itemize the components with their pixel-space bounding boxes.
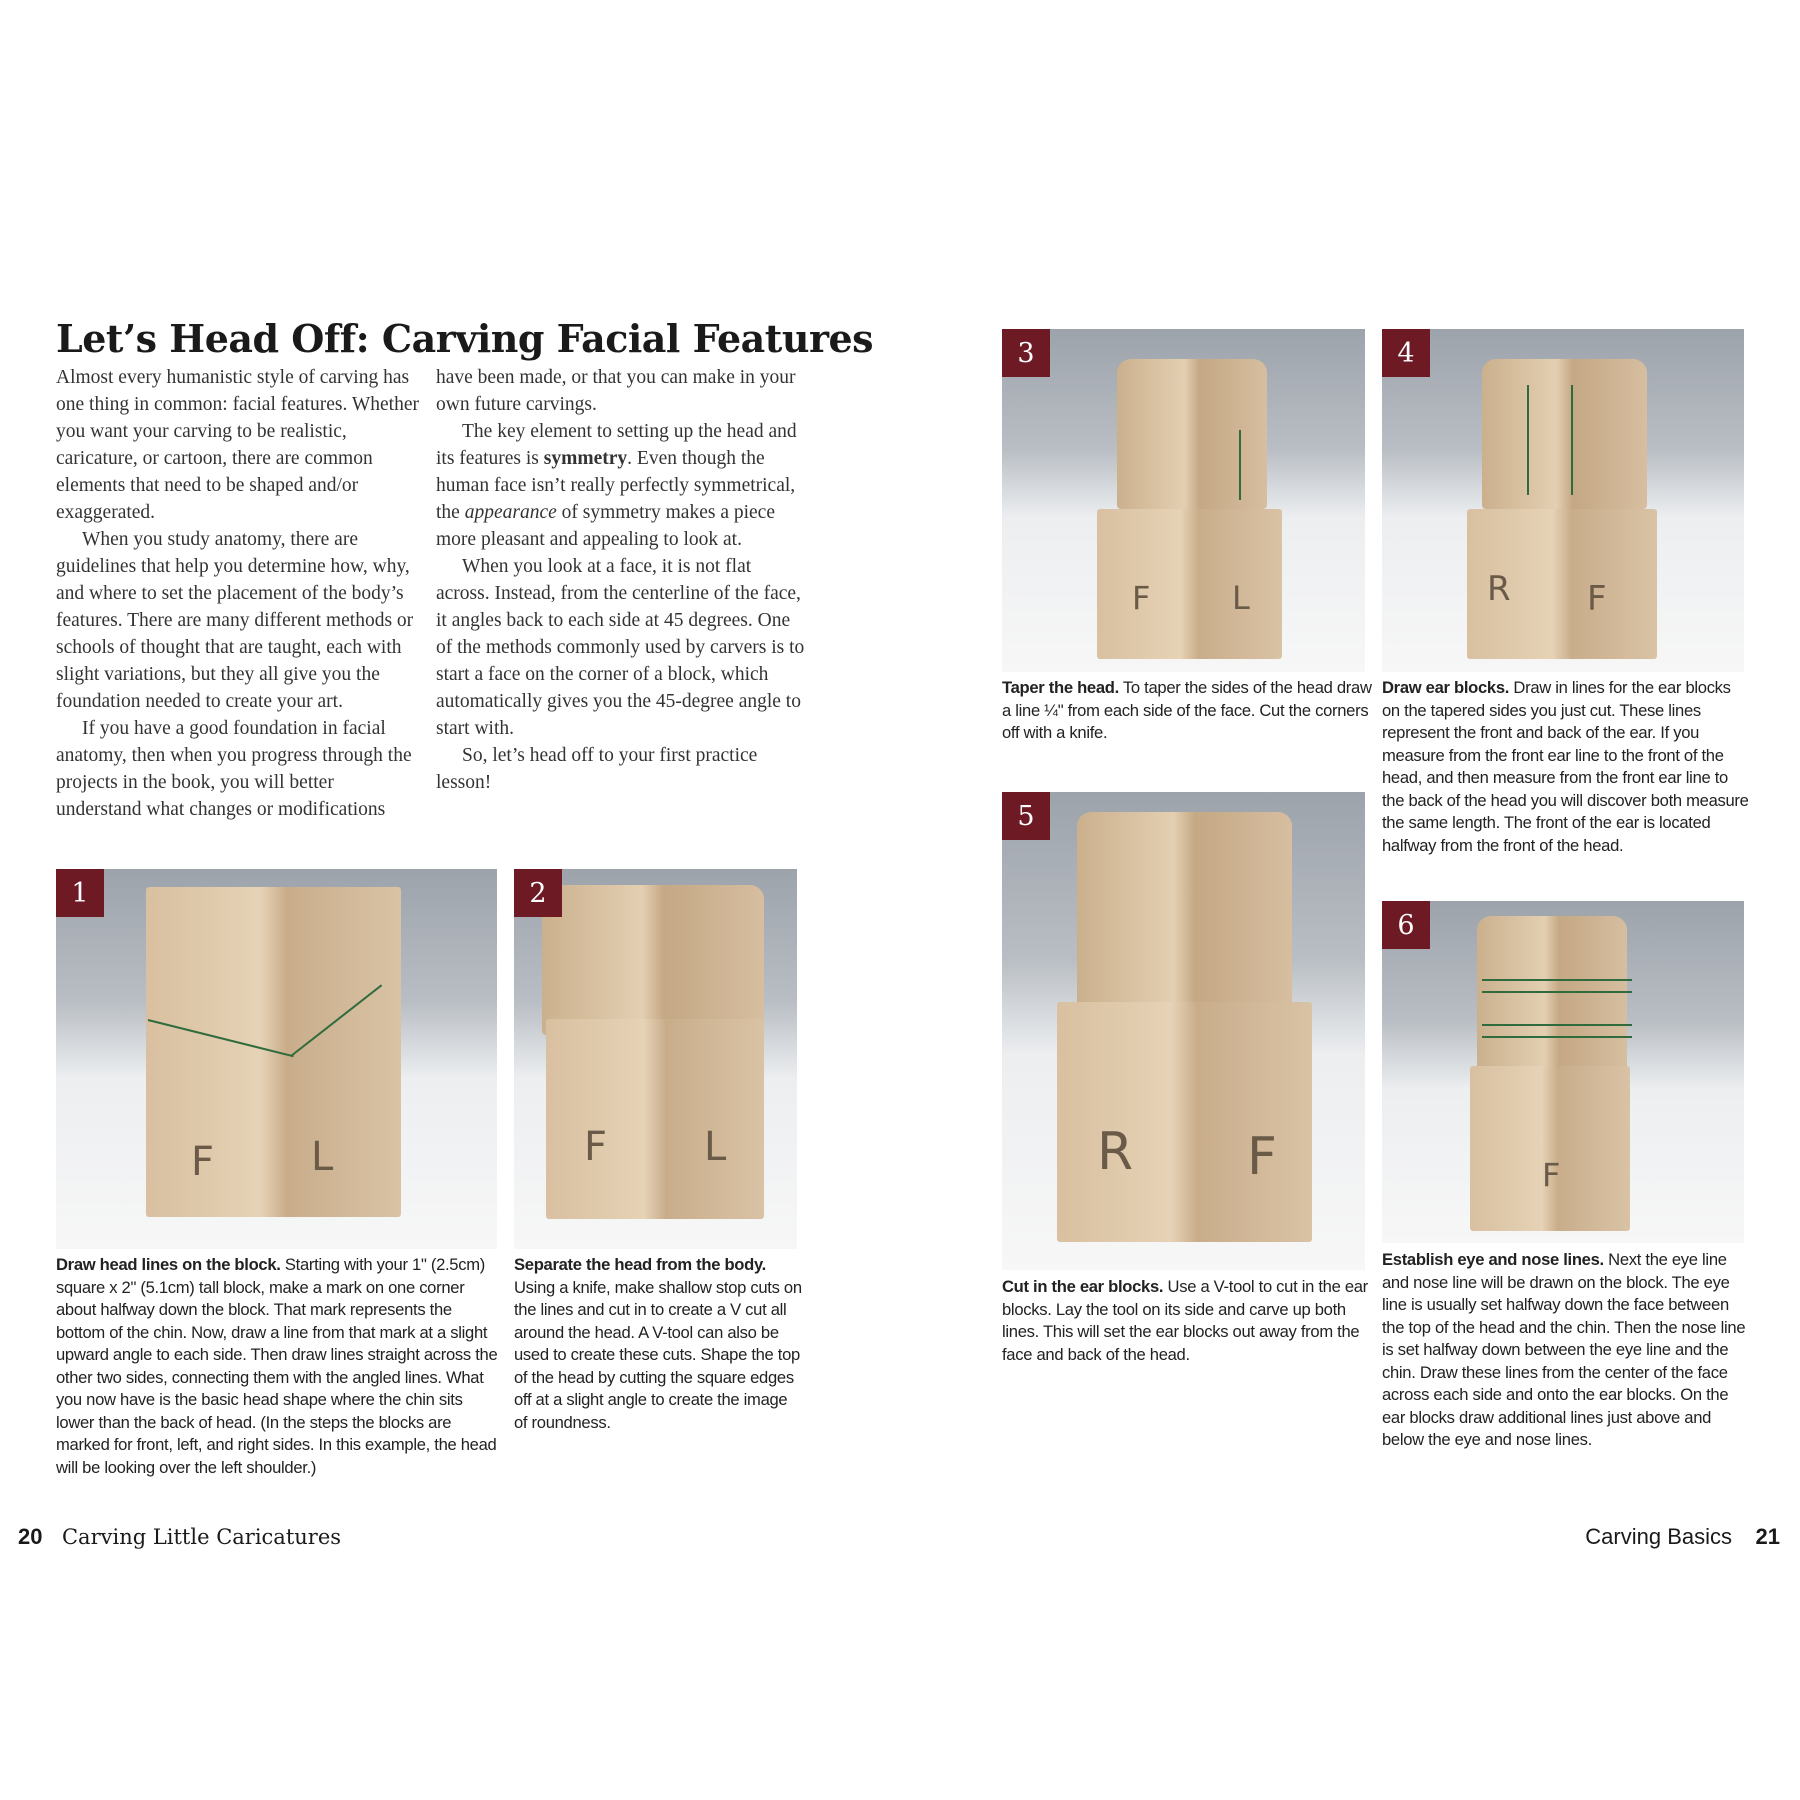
green-line (1527, 385, 1529, 495)
step-4-caption (1382, 677, 1752, 857)
step-3-caption (1002, 677, 1372, 745)
caption-heading: Establish eye and nose lines. (1382, 1250, 1604, 1269)
caption-heading: Taper the head. (1002, 678, 1119, 697)
chapter-title: Carving Basics (1585, 1524, 1733, 1549)
left-page-footer (18, 1524, 341, 1550)
green-line (1482, 979, 1632, 981)
block-mark: L (1232, 579, 1250, 617)
page-number: 20 (18, 1524, 43, 1549)
text: . Even though the human face isn’t really perfectly symmetrical, the (436, 448, 796, 523)
green-line (1482, 991, 1632, 993)
block-mark: L (704, 1124, 727, 1170)
step-4-photo (1382, 329, 1744, 672)
step-6-caption (1382, 1249, 1752, 1452)
caption-text: Use a V-tool to cut in the ear blocks. Lay the tool on its side and carve up both lines. This will set the ear blocks out away from the face and back of the head. (1002, 1277, 1368, 1364)
step-5-photo (1002, 792, 1365, 1270)
green-line (1239, 430, 1241, 500)
text: The key element to setting up the head and its features is (436, 421, 797, 469)
caption-text: To taper the sides of the head draw a line ¼" from each side of the face. Cut the corners off with a knife. (1002, 678, 1372, 742)
caption-text: Starting with your 1" (2.5cm) square x 2" (5.1cm) tall block, make a mark on one corner about halfway down the block. That mark represents the bottom of the chin. Now, draw a line from that mark at a slight upward angle to each side. Then draw lines straight across the other two sides, connecting them with the angled lines. What you now have is the basic head shape where the chin sits lower than the back of head. (In the steps the blocks are marked for front, left, and right sides. In this example, the head will be looking over the left shoulder.) (56, 1255, 498, 1477)
intro-paragraph: have been made, or that you can make in your own future carvings. (436, 367, 796, 415)
step-badge: 3 (1002, 329, 1050, 377)
green-line (1571, 385, 1573, 495)
step-badge: 1 (56, 869, 104, 917)
italic-term: appearance (464, 502, 557, 523)
step-6-photo (1382, 901, 1744, 1243)
text: of symmetry makes a piece more pleasant and appealing to look at. (436, 502, 775, 550)
step-badge: 2 (514, 869, 562, 917)
intro-paragraph: Almost every humanistic style of carving has one thing in common: facial features. Whether you want your carving to be realistic, caricature, or cartoon, there are common elements that need to be shaped and/or exaggerated. (56, 367, 419, 523)
caption-heading: Cut in the ear blocks. (1002, 1277, 1164, 1296)
step-1-caption (56, 1254, 501, 1479)
carved-head (542, 885, 764, 1035)
carved-head (1482, 359, 1647, 509)
step-badge: 5 (1002, 792, 1050, 840)
intro-paragraph: When you look at a face, it is not flat across. Instead, from the centerline of the face, it angles back to each side at 45 degrees. One of the methods commonly used by carvers is to start a face on the corner of a block, which automatically gives you the 45-degree angle to start with. (436, 556, 805, 739)
block-mark: F (1542, 1156, 1561, 1194)
intro-paragraph: So, let’s head off to your first practice lesson! (436, 745, 758, 793)
intro-paragraph (436, 418, 806, 553)
book-title: Carving Little Caricatures (61, 1525, 342, 1549)
page-number: 21 (1755, 1524, 1780, 1549)
intro-column-1 (56, 364, 424, 823)
step-1-photo (56, 869, 497, 1249)
wood-block (1097, 509, 1282, 659)
caption-text: Draw in lines for the ear blocks on the tapered sides you just cut. These lines represent the front and back of the ear. If you measure from the front ear line to the front of the head, and then measure from the front ear line to the back of the head you will discover both measure the same length. The front of the ear is located halfway from the front of the head. (1382, 678, 1749, 855)
bold-term: symmetry (543, 448, 628, 469)
wood-block (1057, 1002, 1312, 1242)
block-mark: F (1132, 579, 1151, 617)
block-mark: F (1247, 1127, 1277, 1187)
intro-column-2 (436, 364, 806, 796)
caption-heading: Draw head lines on the block. (56, 1255, 281, 1274)
block-mark: R (1487, 569, 1511, 609)
carved-head (1477, 916, 1627, 1076)
block-mark: L (311, 1134, 334, 1180)
right-page-footer (1585, 1524, 1780, 1550)
step-2-photo (514, 869, 797, 1249)
block-mark: F (1587, 579, 1607, 619)
caption-text: Using a knife, make shallow stop cuts on the lines and cut in to create a V cut all around the head. A V-tool can also be used to create these cuts. Shape the top of the head by cutting the square edges off at a slight angle to create the image of roundness. (514, 1277, 802, 1432)
step-3-photo (1002, 329, 1365, 672)
carved-head (1077, 812, 1292, 1012)
block-mark: F (191, 1139, 215, 1185)
intro-paragraph: When you study anatomy, there are guidelines that help you determine how, why, and where to set the placement of the body’s features. There are many different methods or schools of thought that are taught, each with slight variations, but they all give you the foundation needed to create your art. (56, 529, 414, 712)
intro-paragraph: If you have a good foundation in facial anatomy, then when you progress through the projects in the book, you will better understand what changes or modifications (56, 718, 412, 820)
caption-text: Next the eye line and nose line will be drawn on the block. The eye line is usually set halfway down the face between the top of the head and the chin. Then the nose line is set halfway down between the eye line and the chin. Draw these lines from the center of the face across each side and onto the ear blocks. On the ear blocks draw additional lines just above and below the eye and nose lines. (1382, 1250, 1746, 1449)
block-mark: F (584, 1124, 608, 1170)
green-line (1482, 1024, 1632, 1026)
caption-heading: Draw ear blocks. (1382, 678, 1510, 697)
page-title: Let’s Head Off: Carving Facial Features (56, 316, 874, 361)
step-2-caption (514, 1254, 804, 1434)
step-5-caption (1002, 1276, 1372, 1366)
carved-head (1117, 359, 1267, 509)
green-line (1482, 1036, 1632, 1038)
block-mark: R (1097, 1122, 1134, 1182)
wood-block (1470, 1066, 1630, 1231)
caption-heading: Separate the head from the body. (514, 1255, 766, 1274)
wood-block (546, 1019, 764, 1219)
step-badge: 4 (1382, 329, 1430, 377)
step-badge: 6 (1382, 901, 1430, 949)
